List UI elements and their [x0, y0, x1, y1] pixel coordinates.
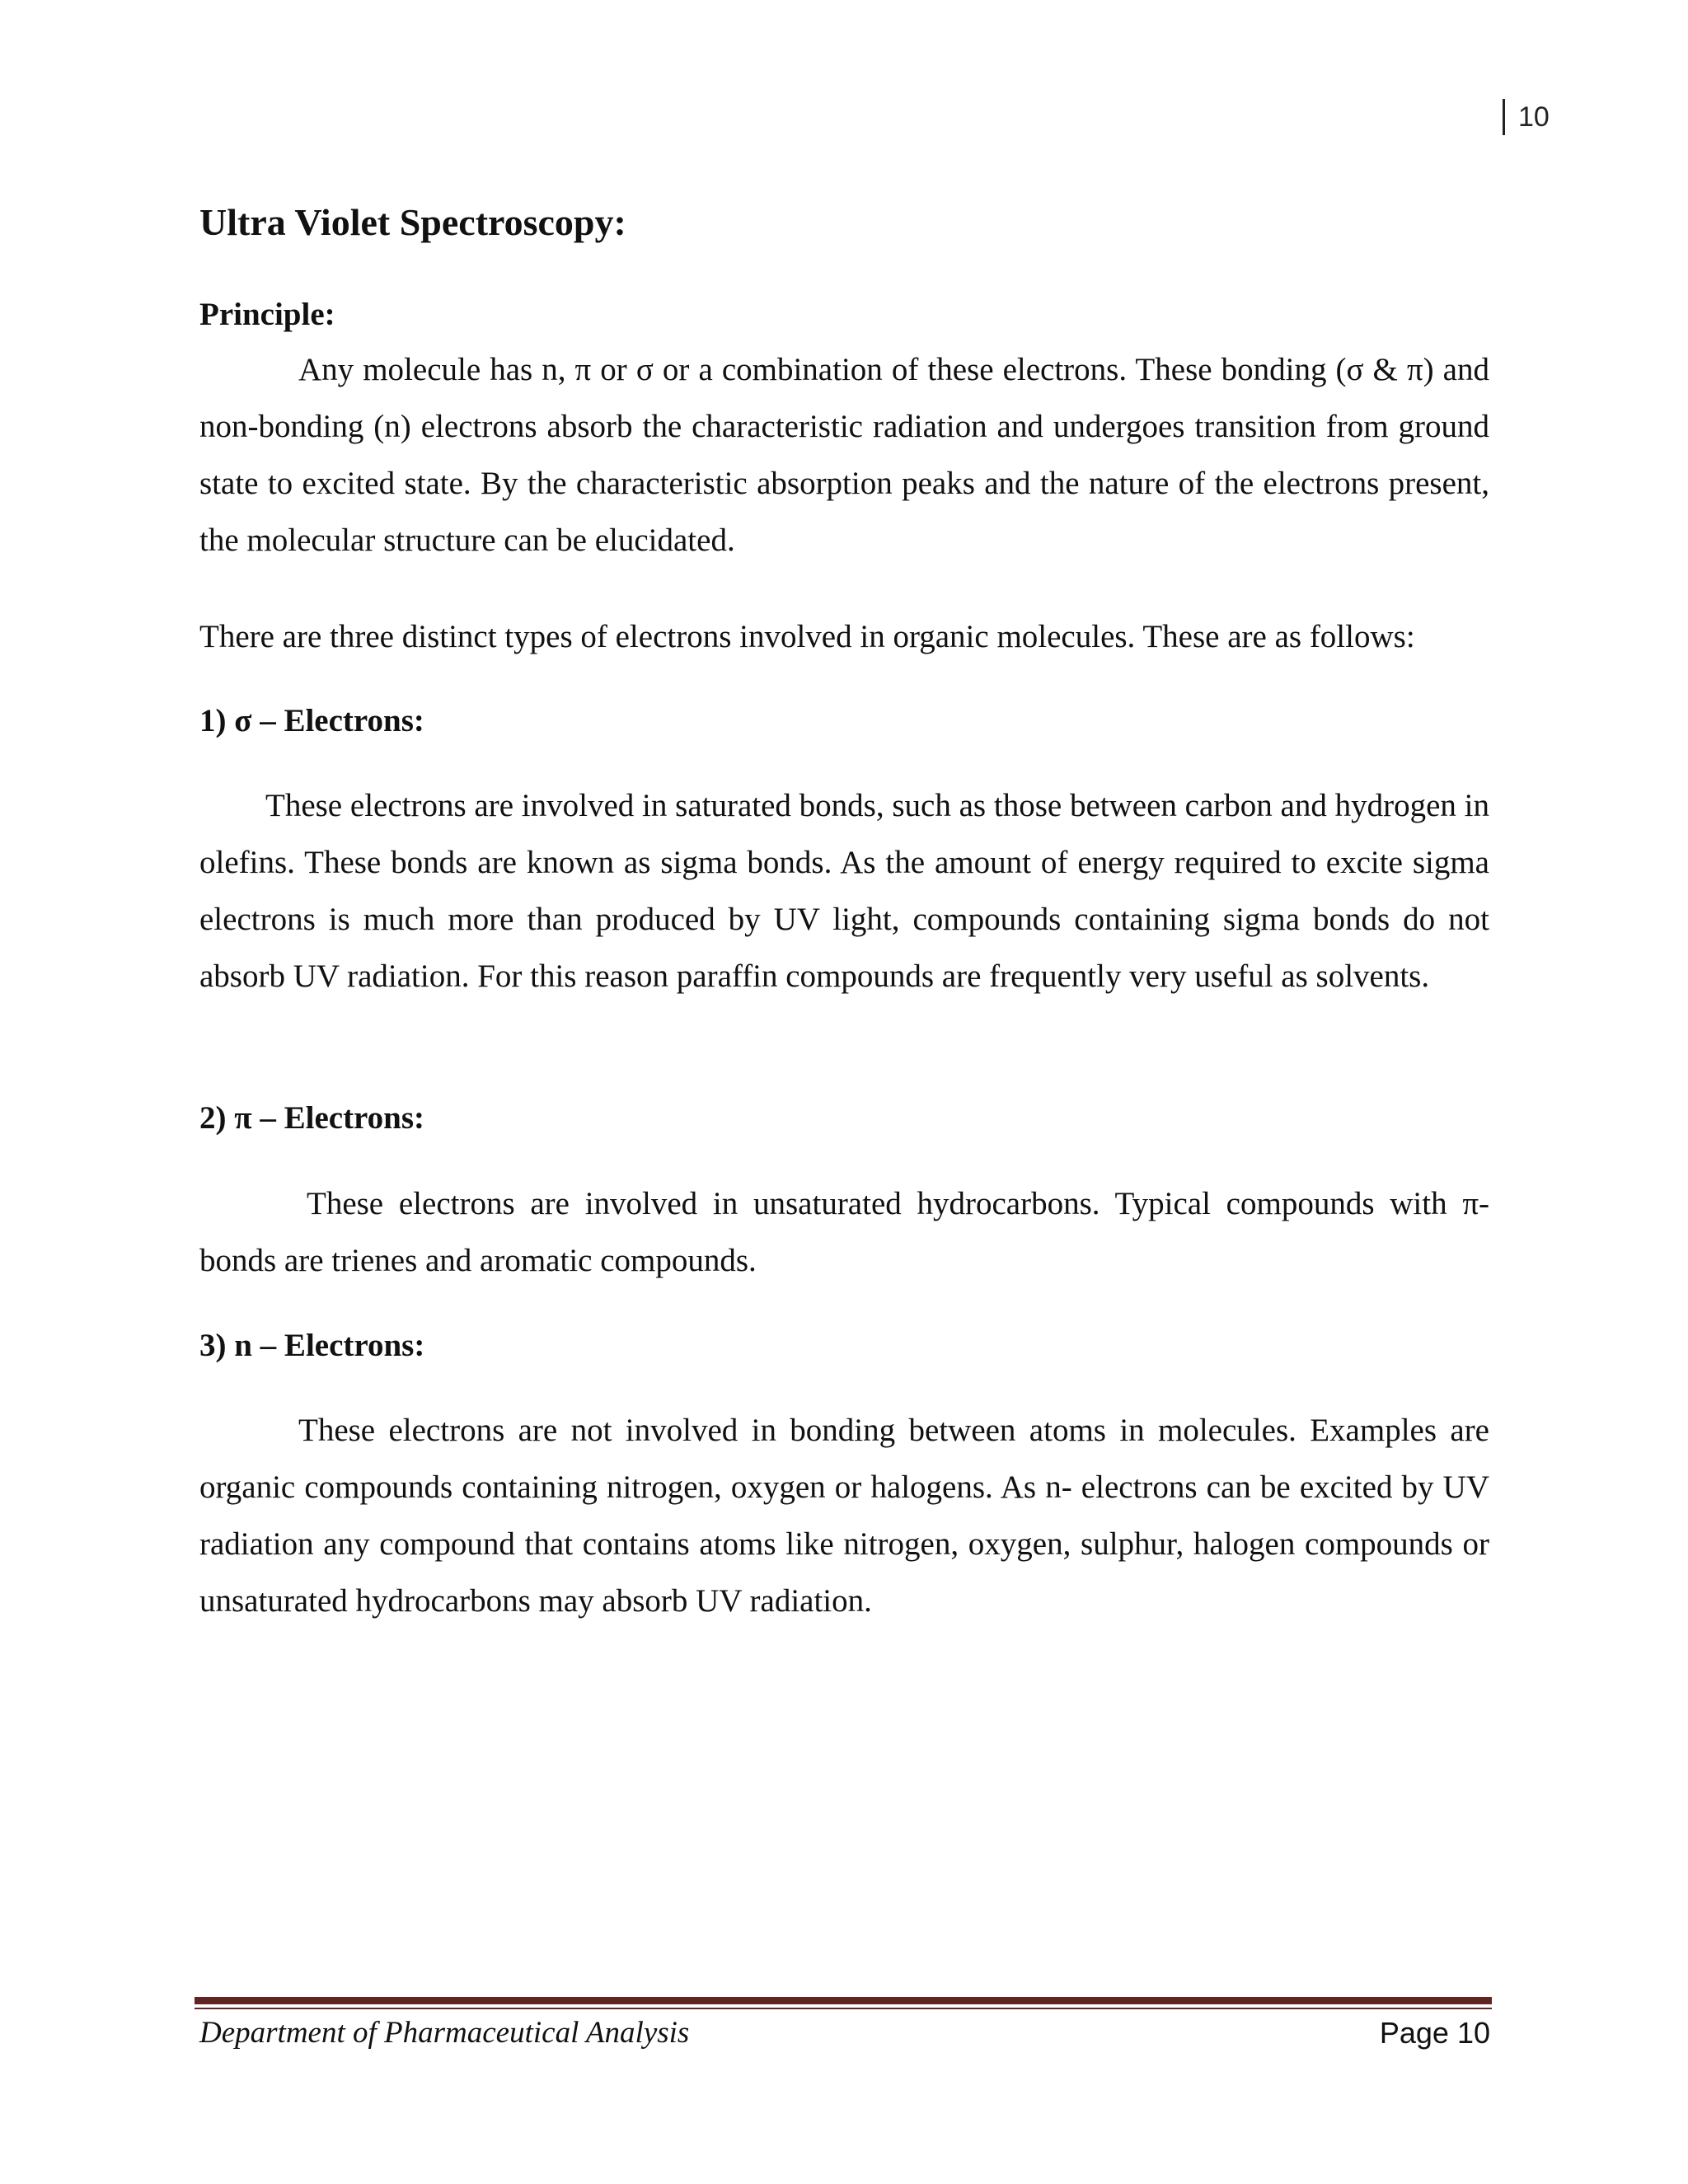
header-page-number: 10: [1503, 99, 1550, 135]
sigma-electrons-heading: 1) σ – Electrons:: [199, 703, 424, 738]
pi-electrons-heading: 2) π – Electrons:: [199, 1100, 425, 1136]
footer-rule-thin: [195, 2008, 1492, 2009]
footer-page-label: Page 10: [1379, 2016, 1490, 2050]
intro-paragraph: There are three distinct types of electrons involved in organic molecules. These are as follows:: [199, 619, 1415, 654]
document-title: Ultra Violet Spectroscopy:: [199, 201, 626, 243]
pi-electrons-paragraph: These electrons are involved in unsaturated hydrocarbons. Typical compounds with π-bonds are trienes and aromatic compounds.: [199, 1186, 1489, 1278]
n-electrons-paragraph: These electrons are not involved in bonding between atoms in molecules. Examples are organic compounds containing nitrogen, oxygen or halogens. As n- electrons can be excited by UV radiation any compound that contains atoms like nitrogen, oxygen, sulphur, halogen compounds or unsaturated hydrocarbons may absorb UV radiation.: [199, 1413, 1489, 1619]
principle-heading: Principle:: [199, 297, 335, 332]
footer-rule: [195, 1997, 1492, 2004]
principle-paragraph: Any molecule has n, π or σ or a combination of these electrons. These bonding (σ & π) and non-bonding (n) electrons absorb the characteristic radiation and undergoes transition from ground state to excited state. By the characteristic absorption peaks and the nature of the electrons present, the molecular structure can be elucidated.: [199, 352, 1489, 558]
footer-department: Department of Pharmaceutical Analysis: [199, 2016, 690, 2050]
sigma-electrons-paragraph: These electrons are involved in saturated bonds, such as those between carbon and hydrogen in olefins. These bonds are known as sigma bonds. As the amount of energy required to excite sigma electrons is much more than produced by UV light, compounds containing sigma bonds do not absorb UV radiation. For this reason paraffin compounds are frequently very useful as solvents.: [199, 788, 1489, 994]
n-electrons-heading: 3) n – Electrons:: [199, 1328, 425, 1363]
